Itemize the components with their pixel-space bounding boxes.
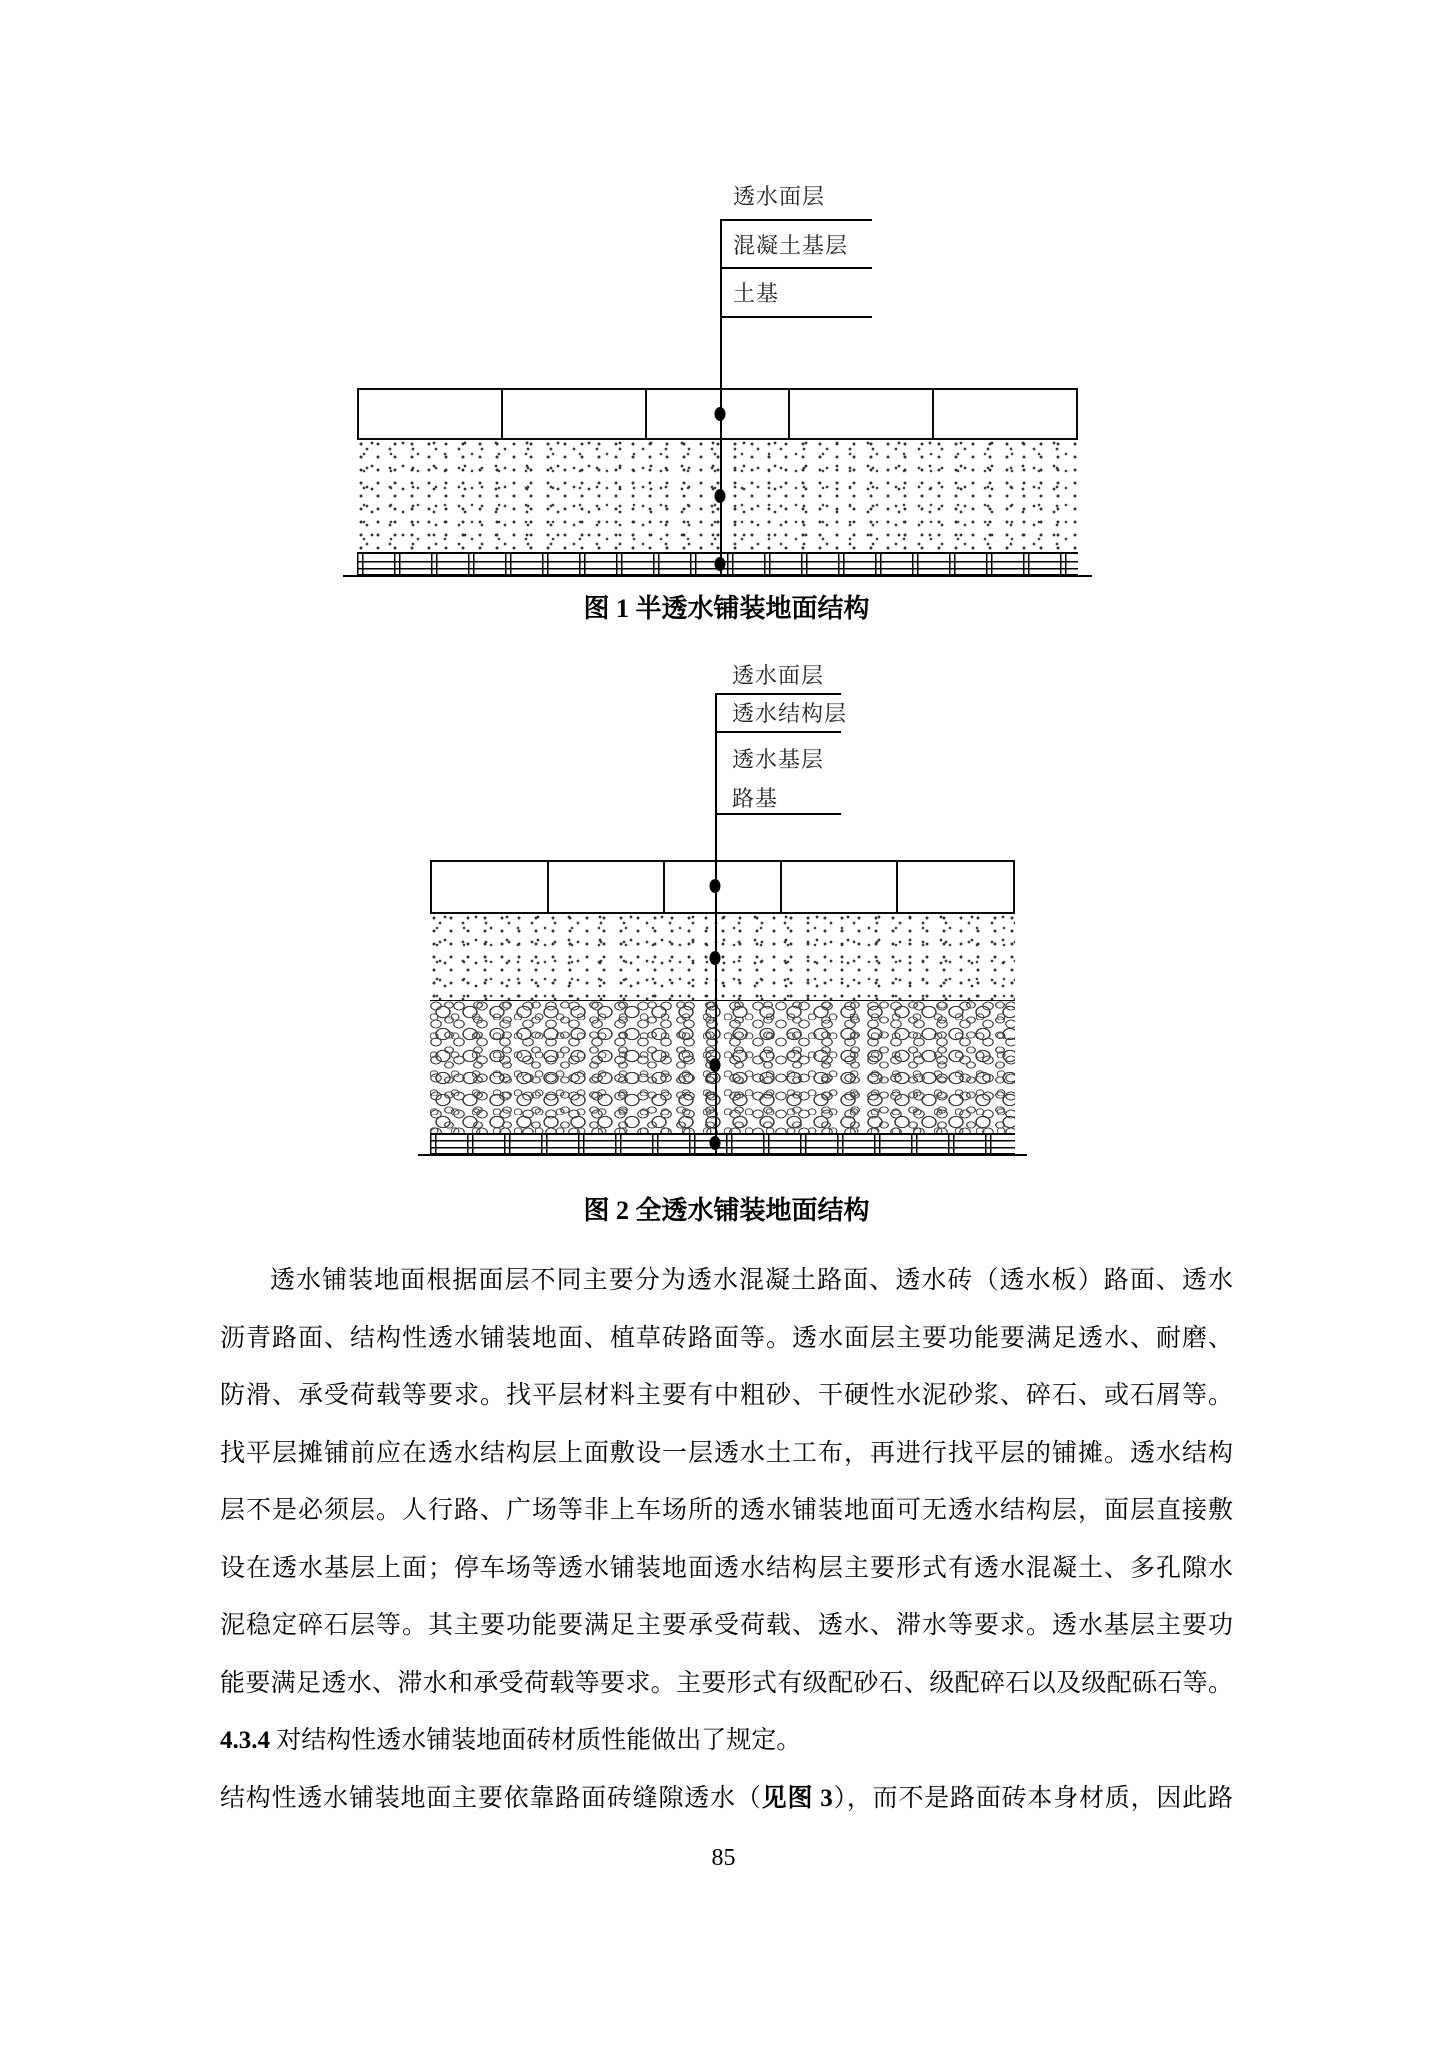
body-line: 沥青路面、结构性透水铺装地面、植草砖路面等。透水面层主要功能要满足透水、耐磨、 [220, 1324, 1233, 1352]
clause-text: 对结构性透水铺装地面砖材质性能做出了规定。 [270, 1727, 802, 1754]
body-final-line [220, 1770, 1233, 1828]
page-number: 85 [711, 1845, 736, 1871]
figure1-leader-line [720, 219, 872, 221]
figure2-leader-line [715, 693, 841, 695]
body-line: 防滑、承受荷载等要求。找平层材料主要有中粗砂、干硬性水泥砂浆、碎石、或石屑等。 [220, 1382, 1233, 1409]
figure2-permeable-structure-layer [430, 914, 1015, 1000]
figure1-leader-line [720, 316, 872, 318]
layer-marker-dot [710, 879, 721, 893]
figure2-paver-block-layer [430, 860, 1015, 914]
final-line-pre: 结构性透水铺装地面主要依靠路面砖缝隙透水（ [220, 1784, 762, 1812]
layer-marker-dot [710, 1058, 721, 1072]
figure2-permeable-base-layer [430, 1000, 1015, 1133]
paver-block [934, 390, 1076, 438]
layer-marker-dot [710, 951, 721, 965]
clause-line [220, 1712, 1233, 1770]
figure1-layer-label-subgrade: 土基 [733, 281, 780, 306]
clause-number: 4.3.4 [220, 1727, 270, 1754]
paver-block [782, 862, 899, 912]
figure1-caption: 图 1 半透水铺装地面结构 [583, 594, 870, 623]
figure2-centerline [715, 693, 717, 1153]
body-line: 透水铺装地面根据面层不同主要分为透水混凝土路面、透水砖（透水板）路面、透水 [270, 1267, 1233, 1294]
body-line: 能要满足透水、滞水和承受荷载等要求。主要形式有级配砂石、级配碎石以及级配砾石等。 [220, 1669, 1233, 1697]
layer-marker-dot [715, 489, 726, 503]
layer-marker-dot [715, 407, 726, 421]
paver-block [359, 390, 503, 438]
figure2-layer-label-subgrade: 路基 [732, 786, 779, 811]
figure2-leader-line [715, 813, 841, 815]
figure1-leader-line [720, 267, 872, 269]
paver-block [432, 862, 549, 912]
figure2-leader-line [715, 731, 841, 733]
figure1-centerline [720, 219, 722, 575]
paver-block [665, 862, 782, 912]
figure2-layer-label-structure: 透水结构层 [732, 701, 848, 726]
body-line: 设在透水基层上面；停车场等透水铺装地面透水结构层主要形式有透水混凝土、多孔隙水 [220, 1554, 1233, 1582]
layer-marker-dot [710, 1136, 721, 1150]
figure1-layer-label-surface: 透水面层 [733, 184, 826, 209]
body-paragraph [220, 1252, 1233, 1827]
figure2-caption: 图 2 全透水铺装地面结构 [583, 1196, 870, 1225]
figure2-layer-label-base: 透水基层 [732, 747, 825, 772]
see-figure-reference: 见图 3 [761, 1784, 833, 1812]
body-line: 层不是必须层。人行路、广场等非上车场所的透水铺装地面可无透水结构层，面层直接敷 [220, 1497, 1233, 1524]
paver-block [549, 862, 666, 912]
figure2-layer-label-surface: 透水面层 [732, 663, 825, 688]
figure2-subgrade-layer [430, 1133, 1015, 1155]
paver-block [898, 862, 1013, 912]
paver-block [503, 390, 647, 438]
paver-block [790, 390, 934, 438]
figure1-layer-label-concrete-base: 混凝土基层 [733, 233, 849, 258]
body-line: 找平层摊铺前应在透水结构层上面敷设一层透水土工布，再进行找平层的铺摊。透水结构 [220, 1439, 1233, 1467]
layer-marker-dot [715, 557, 726, 571]
final-line-post: ），而不是路面砖本身材质，因此路 [832, 1784, 1233, 1812]
body-line: 泥稳定碎石层等。其主要功能要满足主要承受荷载、透水、滞水等要求。透水基层主要功 [220, 1612, 1233, 1639]
